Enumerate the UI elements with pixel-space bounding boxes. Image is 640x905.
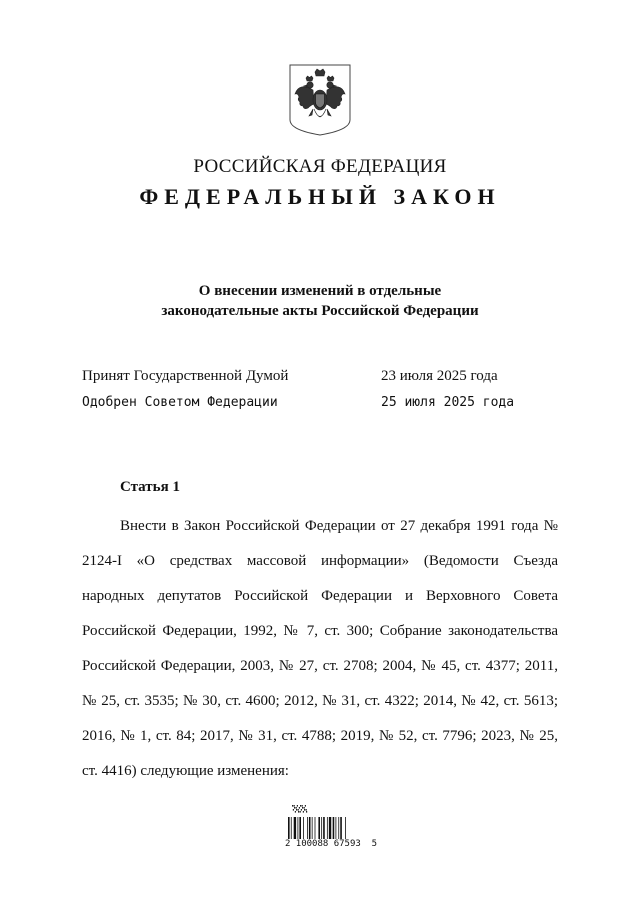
- article-body: Внести в Закон Российской Федерации от 27 декабря 1991 года № 2124-I «О средствах массовой информации» (Ведомости Съезда народных депутатов Российской Федерации и Верховного Совета Российской Федерации, 1992, № 7, ст. 300; Собрание законодательства Российской Федерации, 2003, № 27, ст. 2708; 2004, № 45, ст. 4377; 2011, № 25, ст. 3535; № 30, ст. 4600; 2012, № 31, ст. 4322; 2014, № 42, ст. 5613; 2016, № 1, ст. 84; 2017, № 31, ст. 4788; 2019, № 52, ст. 7796; 2023, № 25, ст. 4416) следующие изменения:: [82, 518, 558, 779]
- country-name: РОССИЙСКАЯ ФЕДЕРАЦИЯ: [193, 156, 447, 177]
- adoption-duma-row: [0, 368, 640, 388]
- adoption-council-row: [0, 395, 640, 415]
- duma-adoption-label: Принят Государственной Думой: [82, 368, 289, 384]
- article-heading: Статья 1: [120, 479, 180, 495]
- law-title-line-2: законодательные акты Российской Федерации: [161, 303, 479, 319]
- document-type-heading: ФЕДЕРАЛЬНЫЙ ЗАКОН: [139, 184, 501, 209]
- council-approval-label: Одобрен Советом Федерации: [82, 395, 278, 410]
- double-headed-eagle-emblem-icon: [289, 64, 351, 136]
- council-approval-date: 25 июля 2025 года: [381, 395, 515, 410]
- barcode-icon: [284, 803, 370, 865]
- duma-adoption-date: 23 июля 2025 года: [381, 368, 498, 384]
- law-title: [0, 281, 640, 321]
- barcode-digits: 2 100088 67593 5: [284, 839, 378, 849]
- law-title-line-1: О внесении изменений в отдельные: [198, 283, 442, 299]
